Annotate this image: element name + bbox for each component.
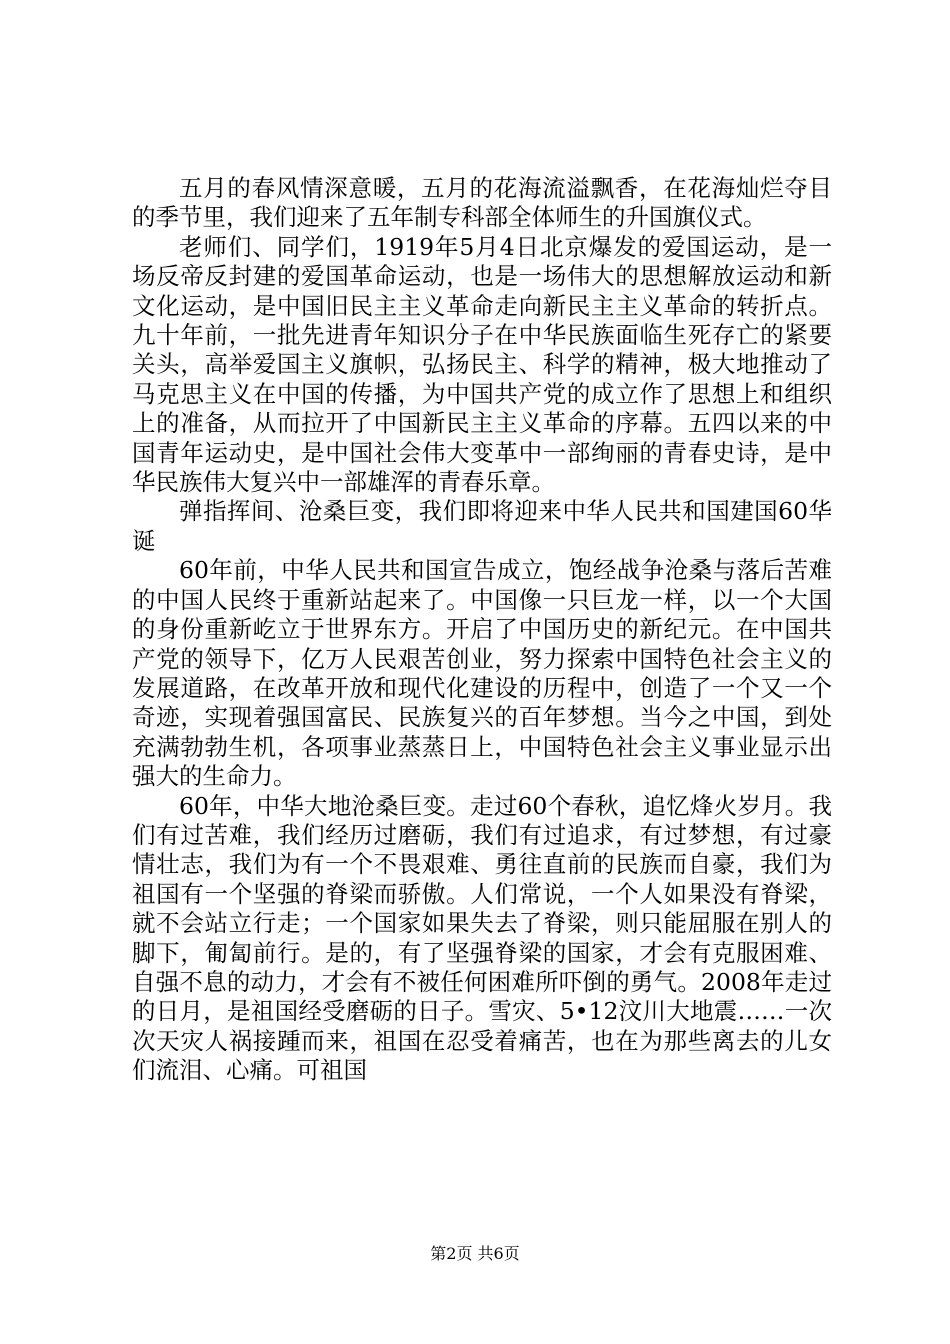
page-footer: 第2页 共6页 [430,1244,520,1263]
paragraph: 老师们、同学们，1919年5月4日北京爆发的爱国运动，是一场反帝反封建的爱国革命运动，也是一场伟大的思想解放运动和新文化运动，是中国旧民主主义革命走向新民主主义革命的转折点。九十年前，一批先进青年知识分子在中华民族面临生死存亡的紧要关头，高举爱国主义旗帜，弘扬民主、科学的精神，极大地推动了马克思主义在中国的传播，为中国共产党的成立作了思想上和组织上的准备，从而拉开了中国新民主主义革命的序幕。五四以来的中国青年运动史，是中国社会伟大变革中一部绚丽的青春史诗，是中华民族伟大复兴中一部雄浑的青春乐章。 [132,232,832,497]
paragraph: 60年，中华大地沧桑巨变。走过60个春秋，追忆烽火岁月。我们有过苦难，我们经历过磨砺，我们有过追求，有过梦想，有过豪情壮志，我们为有一个不畏艰难、勇往直前的民族而自豪，我们为祖国有一个坚强的脊梁而骄傲。人们常说，一个人如果没有脊梁，就不会站立行走；一个国家如果失去了脊梁，则只能屈服在别人的脚下，匍匐前行。是的，有了坚强脊梁的国家，才会有克服困难、自强不息的动力，才会有不被任何困难所吓倒的勇气。2008年走过的日月，是祖国经受磨砺的日子。雪灾、5•12汶川大地震……一次次天灾人祸接踵而来，祖国在忍受着痛苦，也在为那些离去的儿女们流泪、心痛。可祖国 [132,791,832,1085]
body-text [132,174,832,1086]
paragraph: 弹指挥间、沧桑巨变，我们即将迎来中华人民共和国建国60华诞 [132,497,832,555]
paragraph: 五月的春风情深意暖，五月的花海流溢飘香，在花海灿烂夺目的季节里，我们迎来了五年制专科部全体师生的升国旗仪式。 [132,174,832,232]
paragraph: 60年前，中华人民共和国宣告成立，饱经战争沧桑与落后苦难的中国人民终于重新站起来了。中国像一只巨龙一样，以一个大国的身份重新屹立于世界东方。开启了中国历史的新纪元。在中国共产党的领导下，亿万人民艰苦创业，努力探索中国特色社会主义的发展道路，在改革开放和现代化建设的历程中，创造了一个又一个奇迹，实现着强国富民、民族复兴的百年梦想。当今之中国，到处充满勃勃生机，各项事业蒸蒸日上，中国特色社会主义事业显示出强大的生命力。 [132,556,832,791]
